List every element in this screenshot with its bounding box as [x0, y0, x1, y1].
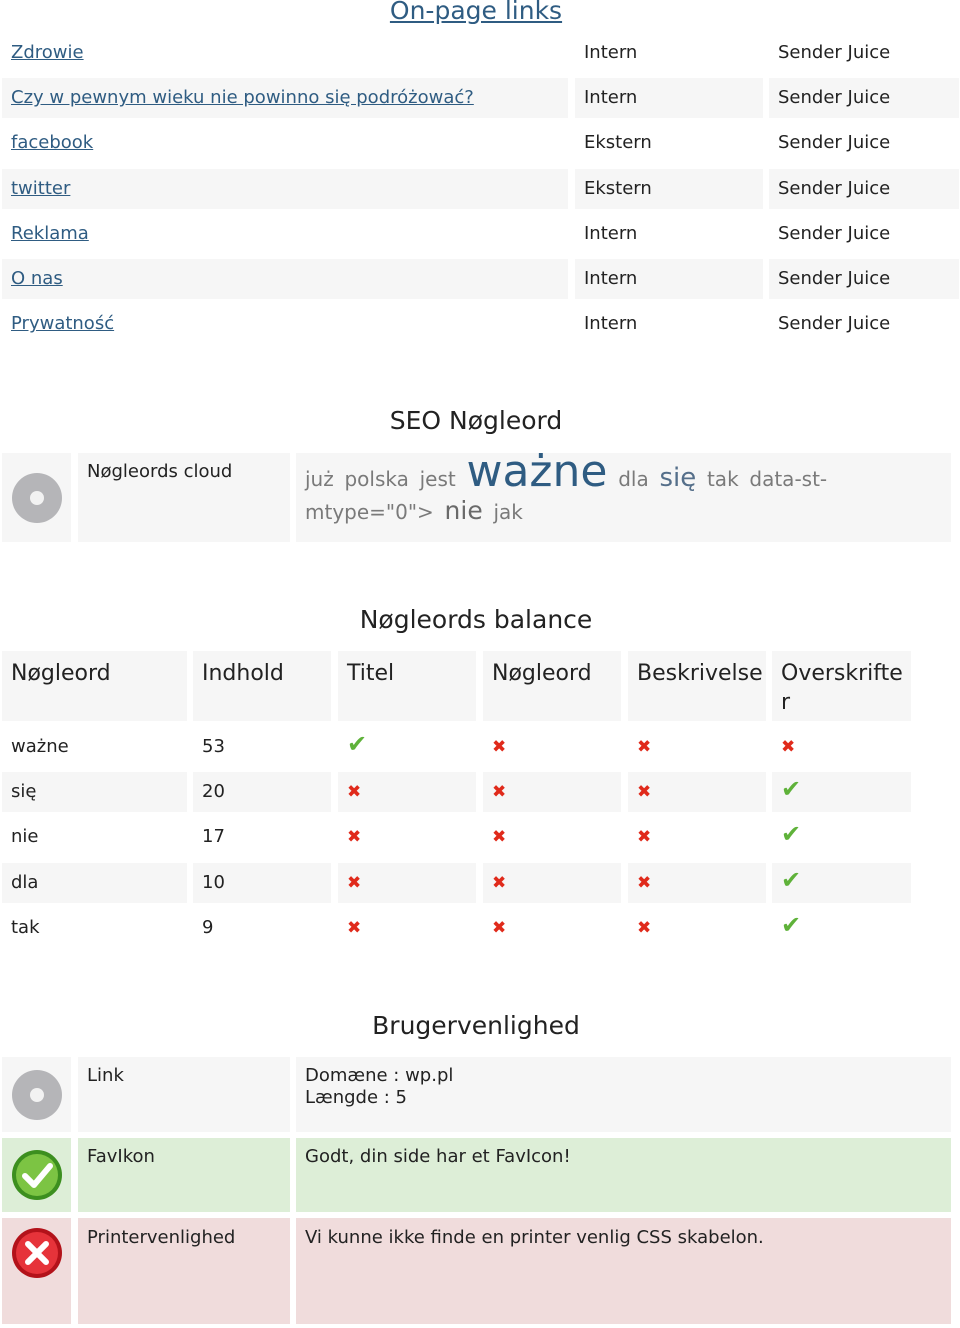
balance-status-cell	[628, 817, 766, 857]
link-anchor[interactable]: Czy w pewnym wieku nie powinno się podróżować?	[11, 87, 474, 109]
balance-row	[0, 908, 912, 948]
balance-status-cell	[483, 908, 621, 948]
balance-header-content: Indhold	[193, 651, 331, 721]
cross-icon: ✖	[347, 872, 362, 893]
cross-icon: ✖	[347, 827, 362, 848]
balance-keyword: dla	[2, 863, 187, 903]
cloud-word: data-st-mtype="0">	[305, 467, 828, 524]
balance-count: 10	[193, 863, 331, 903]
favicon-label: FavIkon	[78, 1138, 290, 1212]
link-row	[0, 214, 960, 254]
domain-line: Domæne : wp.pl	[305, 1065, 454, 1086]
check-icon: ✔	[781, 865, 802, 894]
link-row	[0, 78, 960, 118]
link-juice: Sender Juice	[769, 259, 959, 299]
cloud-word: się	[659, 463, 697, 493]
link-row	[0, 123, 960, 163]
printer-icon-box	[2, 1218, 71, 1324]
cross-icon: ✖	[637, 782, 652, 803]
seo-section-title: SEO Nøgleord	[389, 406, 563, 435]
balance-status-cell	[338, 727, 476, 767]
link-juice: Sender Juice	[778, 42, 891, 63]
link-juice: Sender Juice	[778, 132, 891, 154]
cross-icon: ✖	[347, 917, 362, 938]
link-row	[0, 304, 960, 344]
balance-status-cell	[772, 727, 911, 767]
link-anchor[interactable]: Prywatność	[11, 313, 115, 335]
link-anchor[interactable]: Zdrowie	[11, 42, 84, 63]
balance-count: 53	[202, 736, 225, 757]
check-icon: ✔	[347, 730, 368, 758]
balance-keyword: się	[2, 772, 187, 812]
balance-keyword: ważne	[11, 736, 69, 757]
link-row	[0, 169, 960, 209]
link-anchor[interactable]: O nas	[11, 268, 63, 289]
link-cell	[2, 33, 568, 73]
link-type: Ekstern	[575, 169, 763, 209]
printer-message: Vi kunne ikke finde en printer venlig CSS skabelon.	[296, 1218, 951, 1324]
cloud-word: już	[305, 467, 334, 491]
balance-status-cell	[338, 863, 476, 903]
link-cell	[2, 304, 568, 344]
link-row	[0, 33, 960, 73]
balance-status-cell	[338, 772, 476, 812]
balance-status-cell	[338, 817, 476, 857]
link-anchor[interactable]: Reklama	[11, 222, 89, 244]
cloud-word: jest	[419, 467, 456, 491]
link-cell	[2, 259, 568, 299]
favicon-icon-box	[2, 1138, 71, 1212]
cloud-word: tak	[706, 467, 739, 491]
length-line: Længde : 5	[305, 1087, 407, 1108]
link-type: Ekstern	[584, 132, 652, 154]
balance-status-cell	[772, 817, 911, 857]
check-icon: ✔	[781, 910, 802, 939]
balance-status-cell	[772, 908, 911, 948]
balance-header-description: Beskrivelse	[628, 651, 766, 721]
balance-section-title: Nøgleords balance	[359, 605, 593, 634]
balance-status-cell	[628, 727, 766, 767]
balance-row	[0, 772, 912, 812]
balance-status-cell	[483, 727, 621, 767]
link-juice: Sender Juice	[778, 313, 891, 335]
link-type: Intern	[584, 222, 638, 244]
link-details	[296, 1057, 951, 1132]
link-juice: Sender Juice	[778, 222, 891, 244]
balance-status-cell	[628, 863, 766, 903]
link-row	[0, 259, 960, 299]
link-juice: Sender Juice	[769, 169, 959, 209]
balance-keyword: nie	[11, 826, 39, 848]
link-cell	[2, 123, 568, 163]
cross-icon: ✖	[492, 917, 507, 938]
link-type: Intern	[584, 42, 638, 63]
cloud-label: Nøgleords cloud	[78, 453, 290, 542]
balance-status-cell	[483, 863, 621, 903]
favicon-message: Godt, din side har et FavIcon!	[296, 1138, 951, 1212]
balance-row	[0, 817, 912, 857]
cross-icon: ✖	[637, 872, 652, 893]
balance-status-cell	[483, 772, 621, 812]
cross-icon: ✖	[781, 737, 796, 757]
balance-count: 9	[202, 916, 214, 938]
link-cell	[2, 214, 568, 254]
balance-row	[0, 727, 912, 767]
balance-status-cell	[338, 908, 476, 948]
link-cell	[2, 78, 568, 118]
disc-icon	[10, 471, 64, 525]
link-anchor[interactable]: twitter	[11, 177, 71, 199]
links-section-title: On-page links	[389, 0, 563, 25]
cross-icon: ✖	[492, 782, 507, 803]
cross-icon: ✖	[492, 827, 507, 848]
check-icon: ✔	[781, 820, 802, 849]
link-icon-box	[2, 1057, 71, 1132]
cross-icon: ✖	[347, 782, 362, 803]
link-cell	[2, 169, 568, 209]
balance-count: 17	[202, 826, 225, 848]
balance-keyword: tak	[11, 916, 40, 938]
balance-header-keywords: Nøgleord	[483, 651, 621, 721]
disc-icon	[10, 1068, 64, 1122]
cross-icon: ✖	[492, 737, 507, 757]
balance-status-cell	[772, 863, 911, 903]
balance-header-keyword: Nøgleord	[2, 651, 187, 721]
cloud-icon-box	[2, 453, 71, 542]
link-label: Link	[78, 1057, 290, 1132]
link-type: Intern	[584, 313, 638, 335]
cloud-word: dla	[618, 467, 649, 491]
cloud-word: nie	[444, 496, 483, 525]
link-type: Intern	[575, 259, 763, 299]
cloud-word: polska	[344, 467, 409, 491]
cloud-word: jak	[493, 500, 523, 524]
keyword-cloud	[296, 446, 951, 542]
balance-header-title: Titel	[338, 651, 476, 721]
check-icon: ✔	[781, 775, 802, 804]
cross-icon: ✖	[637, 737, 652, 757]
success-check-icon	[10, 1148, 64, 1202]
balance-status-cell	[628, 908, 766, 948]
balance-status-cell	[772, 772, 911, 812]
usability-section-title: Brugervenlighed	[372, 1011, 580, 1040]
cloud-word: ważne	[466, 446, 608, 497]
balance-header-headings: Overskrifter	[772, 651, 911, 721]
link-juice: Sender Juice	[769, 78, 959, 118]
error-cross-icon	[10, 1226, 64, 1280]
cross-icon: ✖	[637, 827, 652, 848]
balance-row	[0, 863, 912, 903]
cross-icon: ✖	[492, 872, 507, 893]
cross-icon: ✖	[637, 917, 652, 938]
balance-status-cell	[483, 817, 621, 857]
link-anchor[interactable]: facebook	[11, 132, 94, 154]
link-type: Intern	[575, 78, 763, 118]
balance-status-cell	[628, 772, 766, 812]
printer-label: Printervenlighed	[78, 1218, 290, 1324]
balance-count: 20	[193, 772, 331, 812]
